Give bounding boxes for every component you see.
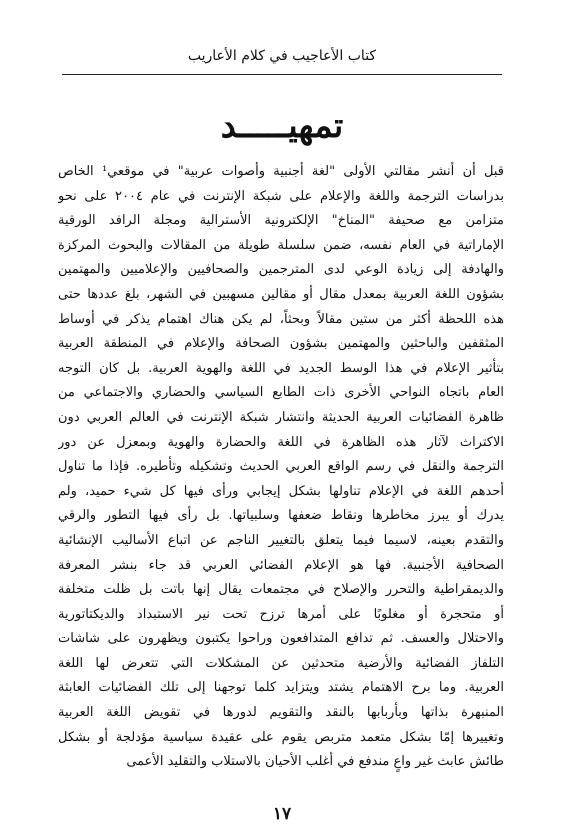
text-line: متزامن مع صحيفة "المناخ" الإلكترونية الأسترالية ومجلة الرافد الورقية xyxy=(58,213,504,229)
chapter-title: تمهيـــــد xyxy=(220,106,344,146)
text-line: التلفاز الفضائية والأرضية متحدثين عن المشكلات التي تتعرض لها اللغة xyxy=(58,655,504,671)
header-divider xyxy=(62,74,502,75)
text-line: الترجمة والنقل في رسم الواقع العربي الحديث وتشكيله وتأطيره. فإذا ما تناول xyxy=(58,459,504,475)
text-line: أو متحجرة أو مغلوبًا على أمرها ترزح تحت نير الاستبداد والديكتاتورية xyxy=(58,606,504,622)
text-line: والتقدم بعينه، لاسيما فيما يتعلق بالتغيير الناجم عن اتباع الأساليب الإنشائية xyxy=(58,532,504,548)
page-number: ١٧ xyxy=(272,804,292,824)
text-line: والهادفة إلى زيادة الوعي لدى المترجمين والصحافيين والإعلاميين والمهتمين xyxy=(58,262,504,278)
text-line: الاكتراث لآثار هذه الظاهرة في اللغة والحضارة والهوية وبمعزل عن دور xyxy=(58,434,504,450)
text-line: الإماراتية في العام نفسه، ضمن سلسلة طويلة من المقالات والبحوث المركزة xyxy=(58,237,504,253)
text-line: الصحافية الأجنبية. فها هو الإعلام الفضائي العربي قد جاء بنشر المعرفة xyxy=(58,557,504,573)
text-line: وتغييرها إمّا بشكل متعمد متربص يقوم على عقيدة سياسية مؤدلجة أو بشكل xyxy=(58,729,504,745)
body-paragraph xyxy=(58,160,504,775)
text-line: طائش عابث غير واعٍ مندفع في أغلب الأحيان بالاستلاب والتقليد الأعمى xyxy=(126,754,504,770)
text-line: أحدهم اللغة في الإعلام تناولها بشكل إيجابي ورأى فيها كل شيء حميد، ولم xyxy=(58,483,504,499)
text-line: ظاهرة الفضائيات العربية الحديثة وانتشار شبكة الإنترنت في العالم العربي دون xyxy=(58,409,504,425)
text-line: بشؤون اللغة العربية بمعدل مقال أو مقالين مسهبين في الشهر، بلغ عددها حتى xyxy=(58,286,504,302)
text-line: العربية. وما برح الاهتمام يشتد ويتزايد كلما توجهنا إلى تلك الفضائيات العابثة xyxy=(58,680,504,696)
running-header: كتاب الأعاجيب في كلام الأعاريب xyxy=(187,48,377,64)
text-line: والاحتلال والعسف. ثم تدافع المتدافعون وراحوا يكتبون ويظهرون على شاشات xyxy=(58,631,504,647)
text-line: قبل أن أنشر مقالتي الأولى "لغة أجنبية وأصوات عربية" في موقعي¹ الخاص xyxy=(58,164,504,179)
text-line: العام باتجاه النواحي الأخرى ذات الطابع السياسي والحضاري والاجتماعي من xyxy=(58,385,504,401)
text-line: والديمقراطية والتحرر والإصلاح في مجتمعات يقال إنها باتت بل ظلت متخلفة xyxy=(58,582,504,598)
text-line: يدرك أو يبرز مخاطرها ونقاط ضعفها وسلبياتها. بل رأى فيها التطور والرقي xyxy=(58,508,504,524)
text-line: بتأثير الإعلام في هذا الوسط الجديد في اللغة والهوية العربية. بل كان التوجه xyxy=(58,360,504,376)
text-line: بدراسات الترجمة واللغة والإعلام على شبكة الإنترنت في عام ٢٠٠٤ على نحو xyxy=(58,188,504,204)
text-line: هذه اللحظة أكثر من ستين مقالاً وبحثاً، لم يكن هناك اهتمام يذكر في أوساط xyxy=(58,311,504,327)
text-line: المثقفين والباحثين والمهتمين بشؤون الصحافة والإعلام في المنطقة العربية xyxy=(58,336,504,352)
text-line: المنبهرة بذاتها وبأربابها بالنقد والتقويم لدورها في تقويض اللغة العربية xyxy=(58,705,504,721)
